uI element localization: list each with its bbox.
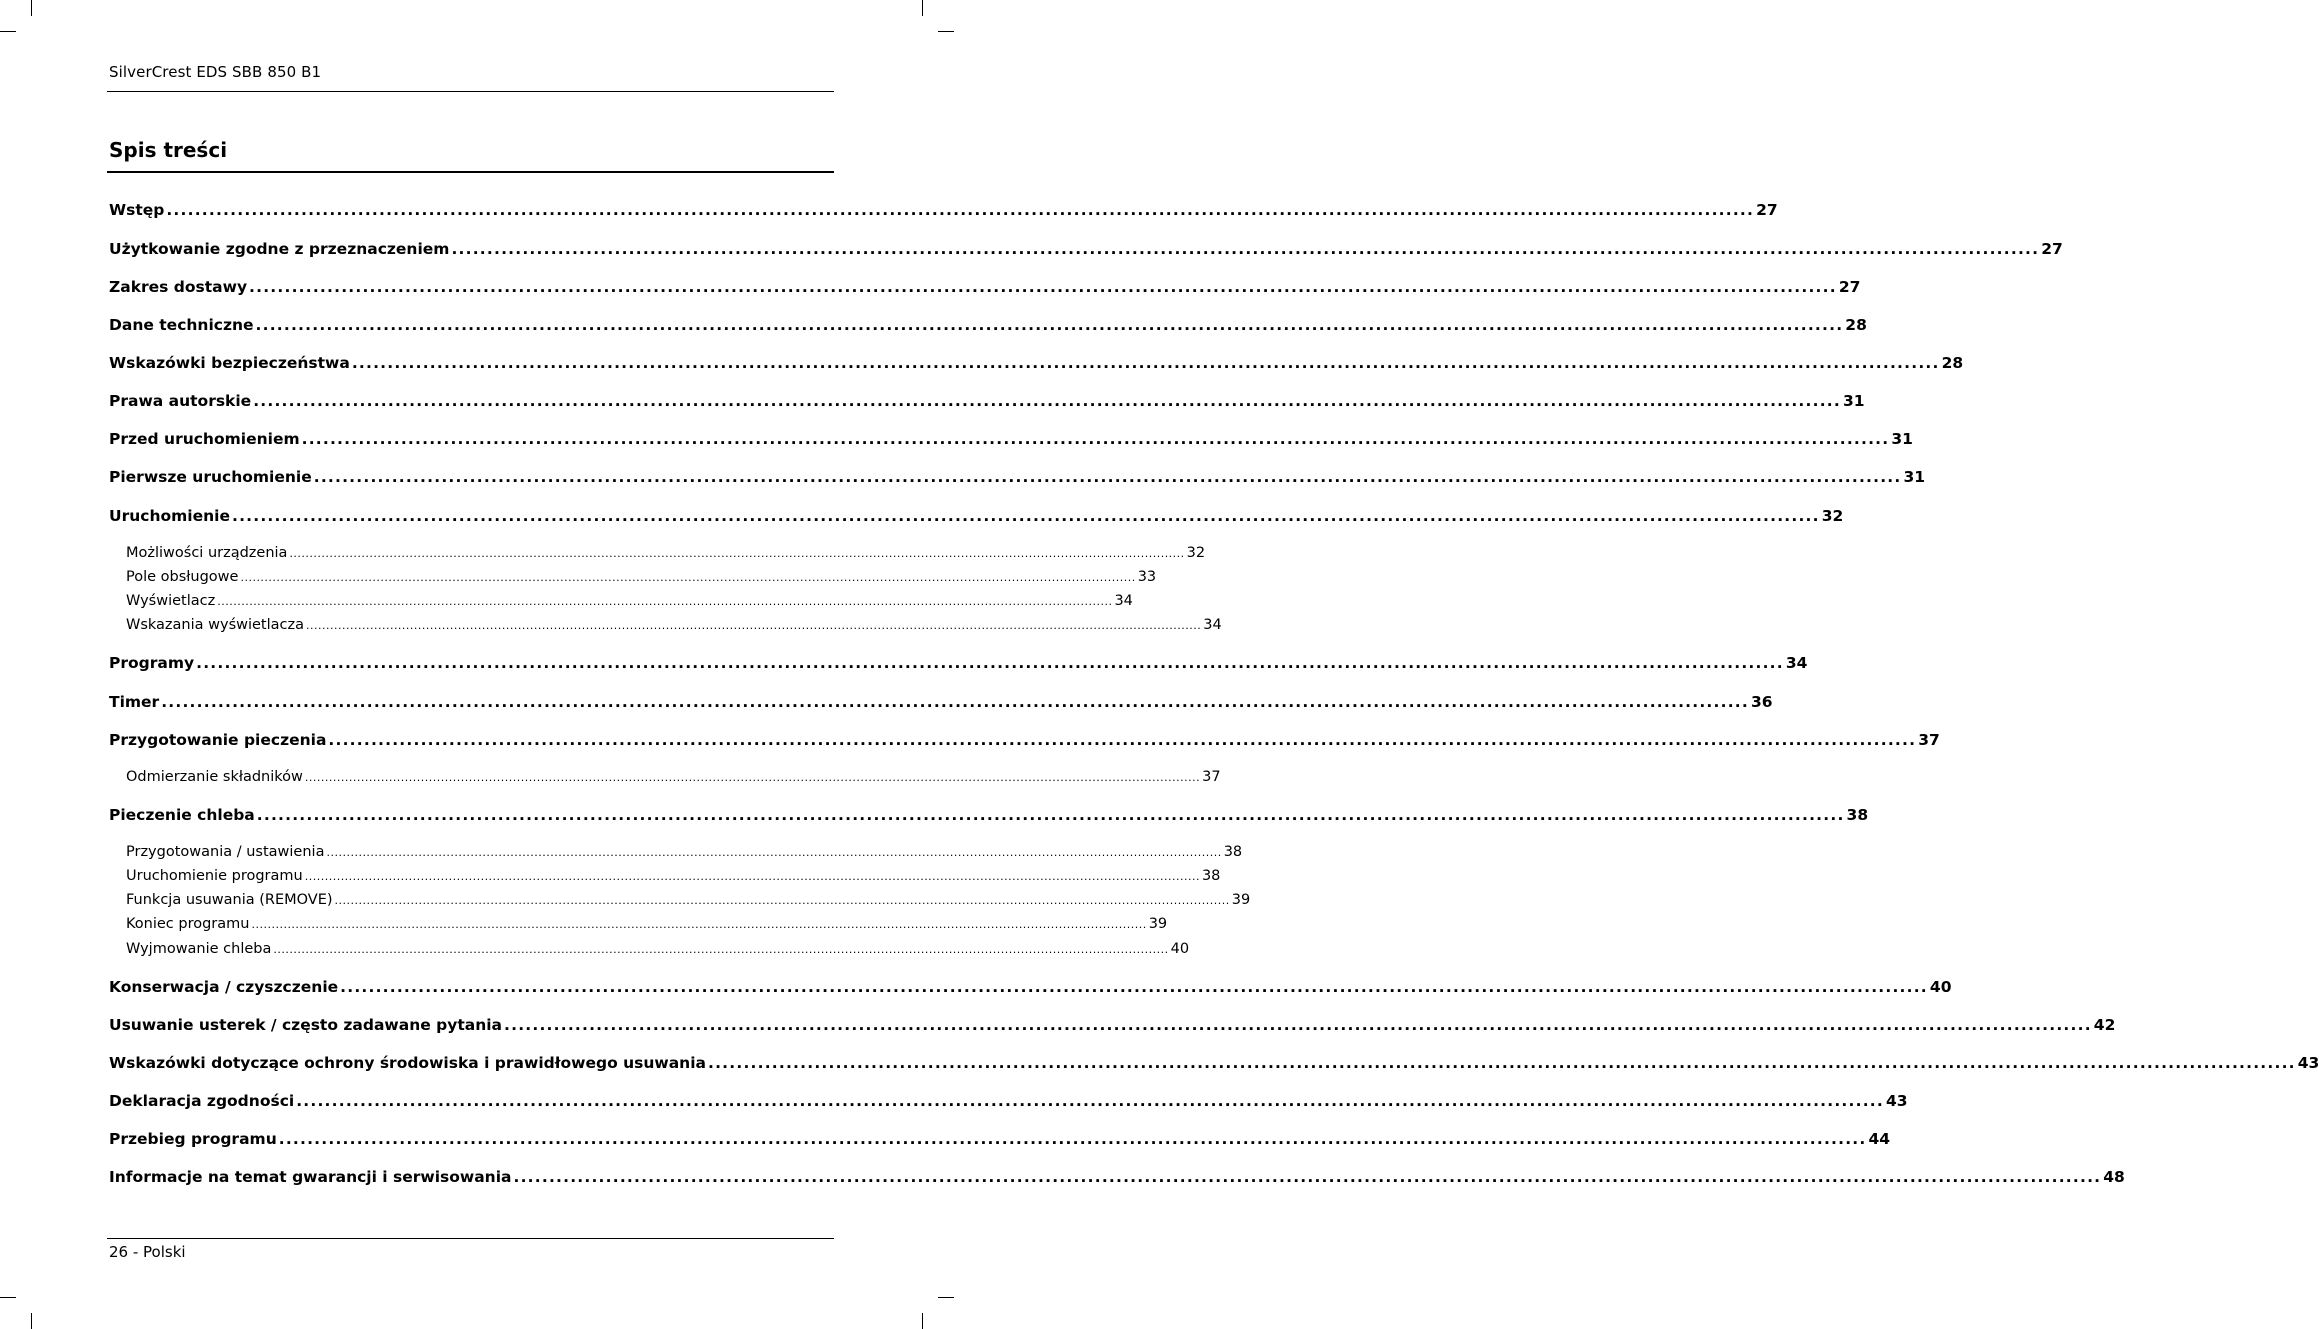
- toc-subentry[interactable]: [109, 892, 1251, 912]
- toc-entry-label: Pole obsługowe: [126, 569, 239, 585]
- toc-entry-label: Wskazania wyświetlacza: [126, 617, 305, 633]
- toc-entry-page-number: 27: [2041, 240, 2063, 258]
- toc-entry-page-number: 31: [1891, 430, 1913, 448]
- toc-entry-label: Przygotowanie pieczenia: [109, 731, 327, 749]
- dot-leader: ................................................................................................................................................................................................................................: [253, 392, 1841, 410]
- dot-leader: ................................................................................................................................................................................................................................: [304, 870, 1200, 883]
- toc-entry-label: Usuwanie usterek / często zadawane pytania: [109, 1016, 503, 1034]
- toc-entry[interactable]: [109, 240, 2063, 262]
- toc-entry-label: Dane techniczne: [109, 316, 254, 334]
- toc-entry-label: Przebieg programu: [109, 1130, 277, 1148]
- toc-entry[interactable]: [109, 468, 1926, 490]
- toc-entry-label: Programy: [109, 654, 195, 672]
- dot-leader: ................................................................................................................................................................................................................................: [166, 201, 1755, 219]
- toc-entry[interactable]: [109, 1168, 2125, 1190]
- dot-leader: ................................................................................................................................................................................................................................: [328, 731, 1917, 749]
- toc-subentry[interactable]: [109, 769, 1221, 789]
- toc-entry-page-number: 32: [1821, 507, 1844, 525]
- page-title: Spis treści: [109, 138, 228, 162]
- toc-entry-label: Przed uruchomieniem: [109, 430, 300, 448]
- toc-subentry[interactable]: [109, 844, 1243, 864]
- toc-entry-label: Uruchomienie programu: [126, 868, 303, 884]
- toc-entry-page-number: 38: [1223, 844, 1243, 860]
- toc-entry-label: Wstęp: [109, 201, 165, 219]
- toc-entry-page-number: 40: [1170, 941, 1190, 957]
- toc-entry-page-number: 38: [1201, 868, 1221, 884]
- toc-subentry[interactable]: [109, 617, 1222, 637]
- crop-mark: [938, 31, 954, 32]
- crop-mark: [31, 0, 32, 16]
- toc-entry[interactable]: [109, 978, 1952, 1000]
- dot-leader: ................................................................................................................................................................................................................................: [217, 595, 1113, 608]
- toc-entry-page-number: 34: [1203, 617, 1222, 633]
- toc-entry-label: Wskazówki dotyczące ochrony środowiska i prawidłowego usuwania: [109, 1054, 706, 1072]
- dot-leader: ................................................................................................................................................................................................................................: [504, 1016, 2092, 1034]
- crop-mark: [0, 1297, 16, 1298]
- toc-entry-page-number: 32: [1186, 545, 1206, 561]
- toc-entry-page-number: 34: [1785, 654, 1808, 672]
- toc-entry-label: Wyświetlacz: [126, 593, 216, 609]
- toc-entry-label: Pieczenie chleba: [109, 806, 255, 824]
- toc-entry[interactable]: [109, 430, 1913, 452]
- toc-entry[interactable]: [109, 654, 1808, 676]
- toc-entry-label: Prawa autorskie: [109, 392, 252, 410]
- toc-entry-label: Funkcja usuwania (REMOVE): [126, 892, 333, 908]
- toc-entry[interactable]: [109, 731, 1940, 753]
- toc-entry-page-number: 39: [1231, 892, 1251, 908]
- toc-entry[interactable]: [109, 1016, 2116, 1038]
- toc-entry-page-number: 43: [1885, 1092, 1908, 1110]
- toc-entry-label: Zakres dostawy: [109, 278, 248, 296]
- toc-entry-label: Deklaracja zgodności: [109, 1092, 295, 1110]
- toc-entry-label: Timer: [109, 693, 160, 711]
- dot-leader: ................................................................................................................................................................................................................................: [273, 943, 1169, 956]
- crop-mark: [0, 31, 16, 32]
- toc-entry-page-number: 37: [1918, 731, 1940, 749]
- dot-leader: ................................................................................................................................................................................................................................: [304, 771, 1201, 784]
- toc-entry-page-number: 28: [1845, 316, 1867, 334]
- toc-entry-label: Koniec programu: [126, 916, 250, 932]
- dot-leader: ................................................................................................................................................................................................................................: [278, 1130, 1867, 1148]
- toc-entry-label: Przygotowania / ustawienia: [126, 844, 325, 860]
- toc-subentry[interactable]: [109, 941, 1190, 961]
- toc-entry-label: Konserwacja / czyszczenie: [109, 978, 339, 996]
- page-footer: 26 - Polski: [109, 1243, 186, 1261]
- toc-entry-label: Pierwsze uruchomienie: [109, 468, 312, 486]
- toc-entry[interactable]: [109, 354, 1964, 376]
- toc-subentry[interactable]: [109, 593, 1133, 613]
- crop-mark: [922, 0, 923, 16]
- toc-subentry[interactable]: [109, 545, 1206, 565]
- toc-entry-page-number: 43: [2297, 1054, 2319, 1072]
- dot-leader: ................................................................................................................................................................................................................................: [255, 316, 1844, 334]
- toc-entry-page-number: 48: [2103, 1168, 2125, 1186]
- dot-leader: ................................................................................................................................................................................................................................: [161, 693, 1749, 711]
- toc-entry-page-number: 37: [1202, 769, 1221, 785]
- toc-entry[interactable]: [109, 278, 1861, 300]
- toc-entry-page-number: 31: [1842, 392, 1865, 410]
- toc-entry-label: Uruchomienie: [109, 507, 230, 525]
- toc-entry[interactable]: [109, 392, 1865, 414]
- toc-entry[interactable]: [109, 316, 1867, 338]
- toc-entry[interactable]: [109, 1054, 2319, 1076]
- dot-leader: ................................................................................................................................................................................................................................: [326, 846, 1222, 859]
- footer-rule: [107, 1238, 834, 1239]
- toc-entry-page-number: 28: [1941, 354, 1964, 372]
- toc-entry[interactable]: [109, 806, 1869, 828]
- toc-entry-page-number: 40: [1929, 978, 1952, 996]
- crop-mark: [938, 1297, 954, 1298]
- dot-leader: ................................................................................................................................................................................................................................: [301, 430, 1890, 448]
- toc-entry[interactable]: [109, 1092, 1908, 1114]
- dot-leader: ................................................................................................................................................................................................................................: [334, 894, 1230, 907]
- dot-leader: ................................................................................................................................................................................................................................: [296, 1092, 1884, 1110]
- table-of-contents: [109, 0, 2319, 1329]
- dot-leader: ................................................................................................................................................................................................................................: [306, 619, 1202, 632]
- toc-entry-label: Możliwości urządzenia: [126, 545, 288, 561]
- crop-mark: [31, 1313, 32, 1329]
- toc-entry-page-number: 31: [1903, 468, 1926, 486]
- toc-entry[interactable]: [109, 201, 1778, 223]
- dot-leader: ................................................................................................................................................................................................................................: [451, 240, 2040, 258]
- dot-leader: ................................................................................................................................................................................................................................: [708, 1054, 2296, 1072]
- dot-leader: ................................................................................................................................................................................................................................: [251, 918, 1147, 931]
- toc-entry-label: Odmierzanie składników: [126, 769, 303, 785]
- toc-subentry[interactable]: [109, 569, 1157, 589]
- toc-entry[interactable]: [109, 507, 1844, 529]
- dot-leader: ................................................................................................................................................................................................................................: [256, 806, 1845, 824]
- dot-leader: ................................................................................................................................................................................................................................: [340, 978, 1928, 996]
- toc-entry[interactable]: [109, 1130, 1891, 1152]
- toc-entry-label: Informacje na temat gwarancji i serwisowania: [109, 1168, 512, 1186]
- dot-leader: ................................................................................................................................................................................................................................: [196, 654, 1784, 672]
- toc-entry-page-number: 39: [1148, 916, 1168, 932]
- dot-leader: ................................................................................................................................................................................................................................: [249, 278, 1837, 296]
- dot-leader: ................................................................................................................................................................................................................................: [289, 547, 1185, 560]
- toc-entry-label: Wskazówki bezpieczeństwa: [109, 354, 350, 372]
- toc-entry-page-number: 27: [1756, 201, 1778, 219]
- dot-leader: ................................................................................................................................................................................................................................: [240, 571, 1136, 584]
- dot-leader: ................................................................................................................................................................................................................................: [513, 1168, 2102, 1186]
- toc-entry-label: Wyjmowanie chleba: [126, 941, 272, 957]
- toc-entry-label: Użytkowanie zgodne z przeznaczeniem: [109, 240, 450, 258]
- dot-leader: ................................................................................................................................................................................................................................: [313, 468, 1902, 486]
- toc-entry-page-number: 33: [1137, 569, 1157, 585]
- toc-entry-page-number: 36: [1750, 693, 1773, 711]
- dot-leader: ................................................................................................................................................................................................................................: [351, 354, 1940, 372]
- crop-mark: [922, 1313, 923, 1329]
- dot-leader: ................................................................................................................................................................................................................................: [231, 507, 1820, 525]
- running-header: SilverCrest EDS SBB 850 B1: [109, 63, 322, 81]
- toc-entry-page-number: 27: [1838, 278, 1861, 296]
- toc-entry[interactable]: [109, 693, 1773, 715]
- toc-entry-page-number: 38: [1846, 806, 1869, 824]
- toc-entry-page-number: 44: [1868, 1130, 1891, 1148]
- toc-entry-page-number: 34: [1114, 593, 1133, 609]
- toc-subentry[interactable]: [109, 868, 1221, 888]
- toc-entry-page-number: 42: [2093, 1016, 2116, 1034]
- toc-subentry[interactable]: [109, 916, 1168, 936]
